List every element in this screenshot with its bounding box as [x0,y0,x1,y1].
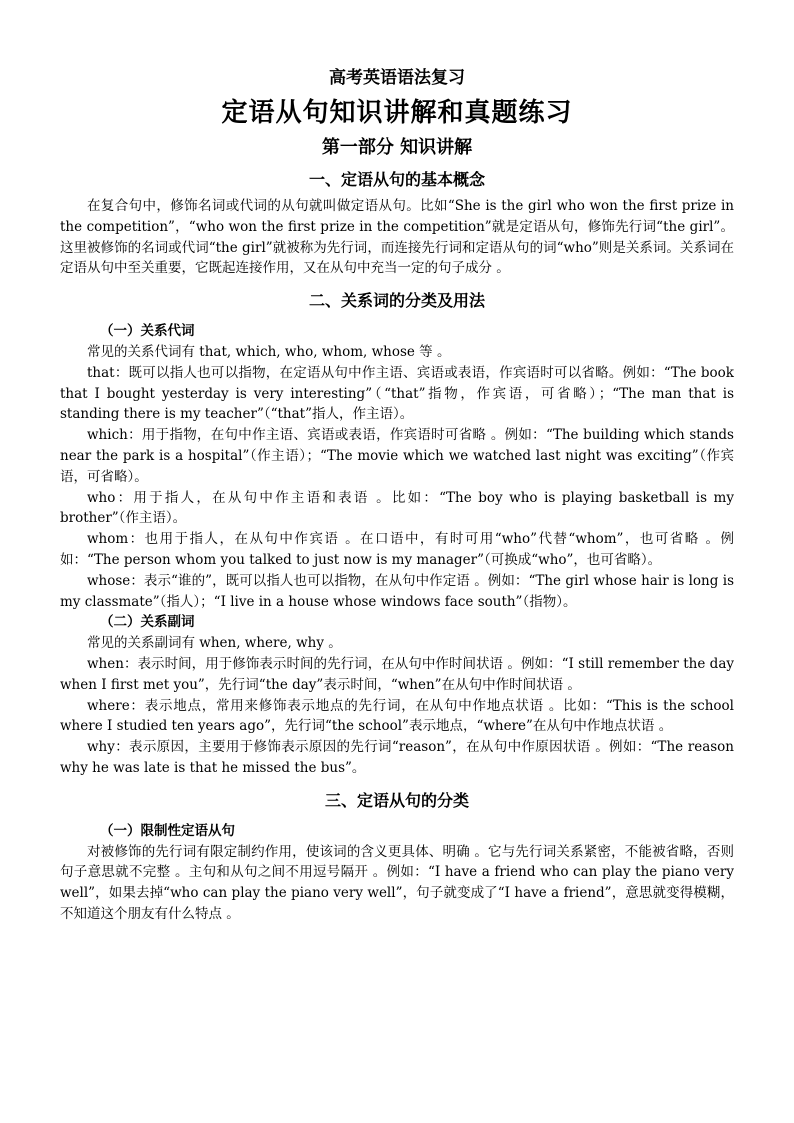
section-2-heading: 二、关系词的分类及用法 [308,291,485,311]
paragraph-when: when：表示时间，用于修饰表示时间的先行词，在从句中作时间状语 。例如：“I still remember the day when I first met you”，先行词“the day”表示时间，“when”在从句中作时间状语 。 [60,655,734,693]
document-page [60,66,734,925]
section-3-heading: 三、定语从句的分类 [324,790,469,810]
paragraph-whom: whom：也用于指人，在从句中作宾语 。在口语中，有时可用“who”代替“whom”，也可省略 。例如：“The person whom you talked to just now is my manager”（可换成“who”，也可省略）。 [60,531,734,568]
paragraph-adverbs-intro: 常见的关系副词有 when, where, why 。 [87,635,342,652]
subsection-relative-pronouns: （一）关系代词 [100,323,195,340]
paragraph-why: why：表示原因，主要用于修饰表示原因的先行词“reason”，在从句中作原因状语 。例如：“The reason why he was late is that he missed the bus”。 [60,739,734,776]
paragraph-that: that：既可以指人也可以指物，在定语从句中作主语、宾语或表语，作宾语时可以省略。例如：“The book that I bought yesterday is very interesting”（“that”指物，作宾语，可省略）；“The man that is standing there is my teacher”（“that”指人，作主语）。 [60,364,734,423]
subsection-relative-adverbs: （二）关系副词 [100,614,195,631]
section-1-paragraph: 在复合句中，修饰名词或代词的从句就叫做定语从句。比如“She is the girl who won the first prize in the competition”，“who won the first prize in the competition”就是定语从句，修饰先行词“the girl”。这里被修饰的名词或代词“the girl”就被称为先行词，而连接先行词和定语从句的词“who”则是关系词。关系词在定语从句中至关重要，它既起连接作用，又在从句中充当一定的句子成分 。 [60,198,734,277]
paragraph-who: who：用于指人，在从句中作主语和表语 。比如：“The boy who is playing basketball is my brother”（作主语）。 [60,489,734,527]
paragraph-pronouns-intro: 常见的关系代词有 that, which, who, whom, whose 等 。 [87,343,451,360]
subsection-restrictive-clause: （一）限制性定语从句 [100,822,235,839]
paragraph-where: where：表示地点，常用来修饰表示地点的先行词，在从句中作地点状语 。比如：“This is the school where I studied ten years ago”，先行词“the school”表示地点，“where”在从句中作地点状语 。 [60,697,734,735]
section-1-heading: 一、定语从句的基本概念 [308,170,485,189]
paragraph-restrictive: 对被修饰的先行词有限定制约作用，使该词的含义更具体、明确 。它与先行词关系紧密，不能被省略，否则句子意思就不完整 。主句和从句之间不用逗号隔开 。例如：“I have a friend who can play the piano very well”，如果去掉“who can play the piano very well”，句子就变成了“I have a friend”，意思就变得模糊，不知道这个朋友有什么特点 。 [60,843,734,922]
part-heading: 第一部分 知识讲解 [321,137,473,158]
paragraph-which: which：用于指物，在句中作主语、宾语或表语，作宾语时可省略 。例如：“The building which stands near the park is a hospital”（作主语）；“The movie which we watched last night was exciting”（作宾语，可省略）。 [60,427,734,485]
doc-subtitle: 高考英语语法复习 [329,68,465,88]
doc-title: 定语从句知识讲解和真题练习 [221,98,573,128]
paragraph-whose: whose：表示“谁的”，既可以指人也可以指物，在从句中作定语 。例如：“The girl whose hair is long is my classmate”（指人）；“I live in a house whose windows face south”（指物）。 [60,572,734,610]
